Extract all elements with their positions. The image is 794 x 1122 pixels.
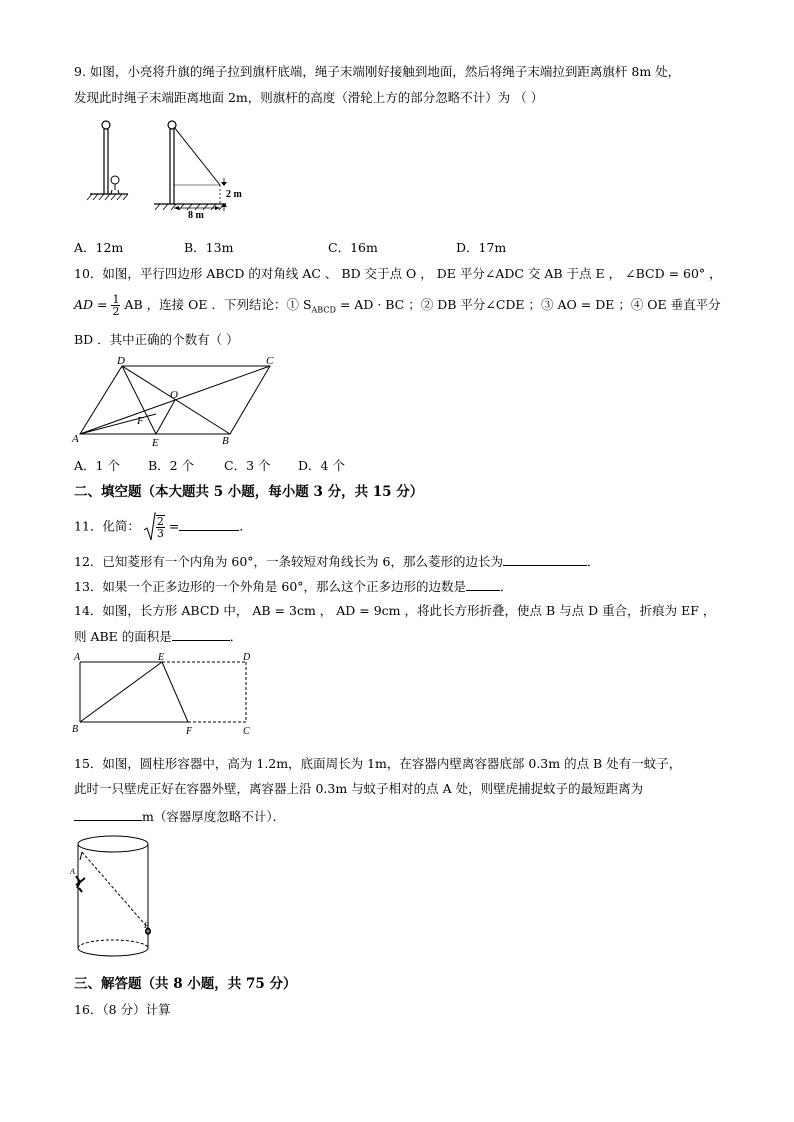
- q15-label-a: A: [70, 867, 75, 876]
- section-solutions-heading: 三、解答题（共 8 小题，共 75 分）: [74, 976, 297, 992]
- q9-option-b[interactable]: B．13m: [184, 240, 234, 255]
- q11-den: 3: [156, 527, 164, 540]
- q10-options: [74, 458, 345, 474]
- q14-label-a: A: [74, 652, 81, 663]
- q9-flagpole-figure: [84, 118, 244, 221]
- q13-answer-blank[interactable]: [466, 578, 500, 591]
- q10-line2: [74, 294, 721, 319]
- q9-option-d[interactable]: D．17m: [456, 240, 507, 255]
- q9-label-8m: 8 m: [188, 210, 204, 221]
- q13-line: [74, 578, 513, 595]
- q9-option-a[interactable]: A．12m: [74, 240, 124, 255]
- q11-line: [74, 512, 252, 542]
- q9-line2: 发现此时绳子末端距离地面 2m，则旗杆的高度（滑轮上方的部分忽略不计）为 （ ）: [74, 90, 544, 105]
- q10-label-a: A: [72, 433, 79, 445]
- q10-option-c[interactable]: C．3 个: [224, 458, 271, 473]
- q14-answer-blank[interactable]: [172, 628, 230, 641]
- q14-line1: 14．如图，长方形 ABCD 中， AB = 3cm ， AD = 9cm ，将此长方形折叠，使点 B 与点 D 重合，折痕为 EF ，: [74, 603, 716, 618]
- q10-option-b[interactable]: B．2 个: [148, 458, 195, 473]
- q12-end: ．: [586, 554, 600, 569]
- q14-end: ．: [229, 629, 243, 644]
- q10-fraction: [111, 294, 120, 317]
- q11-num: 2: [156, 515, 164, 528]
- q15-line2: 此时一只壁虎正好在容器外壁，离容器上沿 0.3m 与蚊子相对的点 A 处，则壁虎捕捉蚊子的最短距离为: [74, 781, 644, 796]
- q15-line1: 15．如图，圆柱形容器中，高为 1.2m，底面周长为 1m，在容器内壁离容器底部 0.3m 的点 B 处有一蚊子，: [74, 756, 682, 771]
- q10-frac-den: 2: [112, 305, 120, 318]
- q10-option-a[interactable]: A．1 个: [74, 458, 120, 473]
- q13-text: 13．如果一个正多边形的一个外角是 60°，那么这个正多边形的边数是: [74, 579, 467, 594]
- q10-line3: BD ．其中正确的个数有（ ）: [74, 332, 239, 347]
- q14-label-c: C: [243, 726, 250, 737]
- q10-line2-suffix: AB ，连接 OE ．下列结论：① S: [124, 297, 312, 312]
- q11-prefix: 11．化简：: [74, 518, 140, 534]
- q11-eq: =: [168, 518, 180, 534]
- q10-line1: 10．如图，平行四边形 ABCD 的对角线 AC 、 BD 交于点 O ， DE 平分∠ADC 交 AB 于点 E ， ∠BCD = 60° ，: [74, 266, 722, 281]
- q10-frac-num: 1: [112, 293, 120, 306]
- q14-label-f: F: [186, 726, 193, 737]
- q15-label-b: B: [144, 921, 149, 930]
- q13-end: ．: [500, 579, 513, 594]
- q14-text: 则 ABE 的面积是: [74, 629, 172, 644]
- q15-line3: [74, 808, 285, 825]
- q10-label-e: E: [152, 437, 159, 449]
- q11-sqrt: [144, 512, 165, 542]
- q14-rectangle-figure: [70, 648, 270, 740]
- q12-line: [74, 553, 599, 570]
- q12-answer-blank[interactable]: [503, 553, 587, 566]
- q14-line2: [74, 628, 242, 645]
- q10-line2-rest: = AD · BC ；② DB 平分∠CDE ；③ AO = DE ；④ OE 垂直平分: [339, 297, 721, 312]
- q10-option-d[interactable]: D．4 个: [298, 458, 345, 473]
- q16-line: 16．（8 分）计算: [74, 1002, 171, 1017]
- q10-label-b: B: [222, 435, 229, 447]
- q10-subscript: ABCD: [311, 305, 336, 315]
- q11-end: ．: [239, 518, 252, 534]
- q14-label-b: B: [72, 724, 79, 735]
- q10-ad-eq: AD =: [74, 297, 108, 312]
- q14-label-d: D: [243, 652, 251, 663]
- q14-label-e: E: [158, 652, 165, 663]
- q15-cylinder-figure: [68, 832, 168, 962]
- q11-fraction: [156, 515, 165, 539]
- q12-text: 12．已知菱形有一个内角为 60°，一条较短对角线长为 6，那么菱形的边长为: [74, 554, 503, 569]
- q9-label-2m: 2 m: [226, 189, 242, 200]
- q10-label-f: F: [137, 415, 144, 427]
- section-fill-in-heading: 二、填空题（本大题共 5 小题，每小题 3 分，共 15 分）: [74, 484, 424, 500]
- q10-parallelogram-figure: [70, 356, 290, 452]
- q15-unit: m（容器厚度忽略不计）．: [142, 809, 286, 824]
- q10-label-o: O: [170, 389, 178, 401]
- q10-label-c: C: [266, 355, 274, 367]
- q9-line1: 9. 如图，小亮将升旗的绳子拉到旗杆底端，绳子末端刚好接触到地面，然后将绳子末端拉到距离旗杆 8m 处，: [74, 64, 681, 79]
- q11-answer-blank[interactable]: [179, 518, 239, 531]
- q9-options: [74, 240, 506, 256]
- q15-answer-blank[interactable]: [74, 808, 142, 821]
- q10-label-d: D: [117, 355, 125, 367]
- q9-option-c[interactable]: C．16m: [328, 240, 378, 255]
